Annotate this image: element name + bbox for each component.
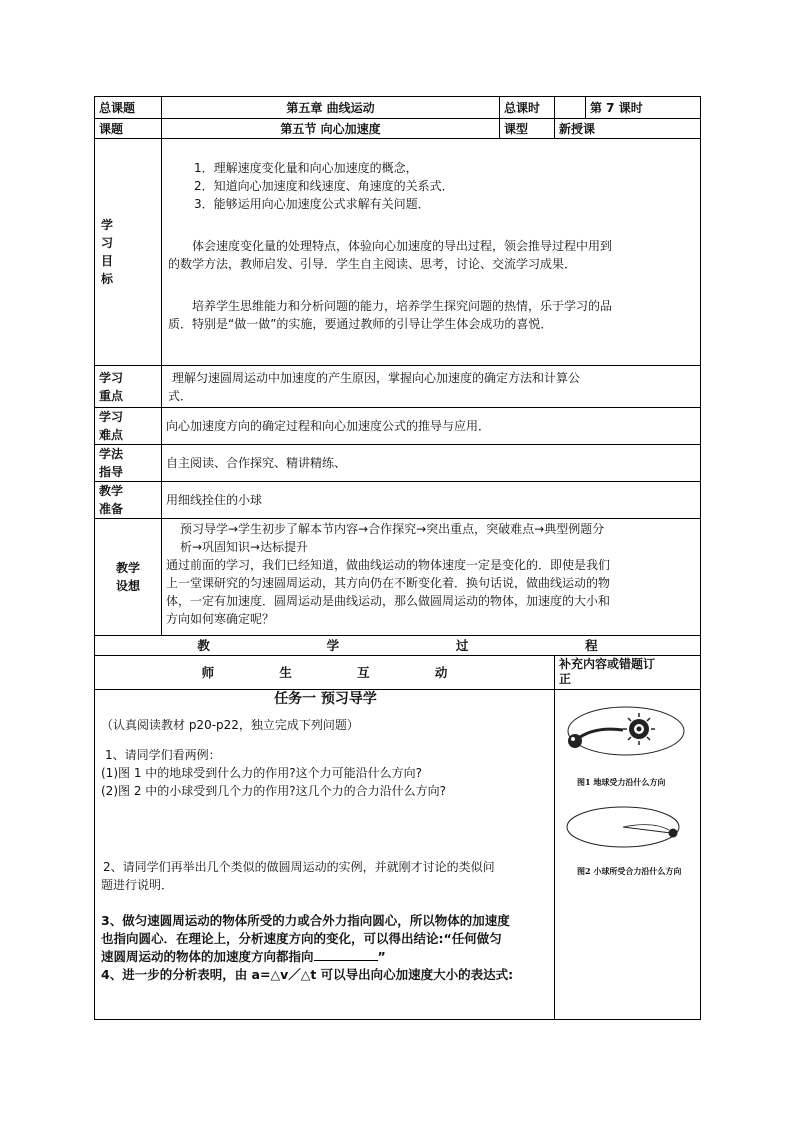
total-hours-label: 总课时	[500, 97, 555, 119]
topic-value: 第五节 向心加速度	[162, 119, 500, 139]
goals-label-char: 学	[101, 218, 114, 232]
type-label: 课型	[500, 119, 555, 139]
figure-1-earth-orbit	[563, 696, 688, 766]
interaction-header-char: 师	[201, 664, 215, 680]
key-points-content	[162, 366, 701, 408]
task-title: 任务一 预习导学	[274, 691, 377, 707]
prep-label	[95, 482, 162, 519]
difficulty-label	[95, 408, 162, 445]
header-row-total-topic	[95, 97, 701, 119]
question-3-line: 也指向圆心．在理论上，分析速度方向的变化，可以得出结论:“任何做匀	[101, 931, 502, 946]
total-hours-blank	[555, 97, 586, 119]
interaction-header	[95, 656, 555, 690]
goals-content	[162, 139, 701, 366]
process-header-row	[95, 636, 701, 656]
total-topic-label: 总课题	[95, 97, 162, 119]
goals-row	[95, 139, 701, 366]
goal-item: 1．理解速度变化量和向心加速度的概念，	[194, 161, 418, 175]
attitude-goal-line: 培养学生思维能力和分析问题的能力，培养学生探究问题的热情，乐于学习的品	[192, 299, 613, 313]
figure-2-ball-on-string	[563, 803, 688, 853]
goals-label	[95, 139, 162, 366]
difficulty-label-line: 学习	[99, 410, 124, 424]
header-row-topic	[95, 119, 701, 139]
prep-label-line: 教学	[99, 484, 124, 498]
supplement-header-line: 补充内容或错题订	[559, 657, 656, 671]
process-header	[95, 636, 701, 656]
design-intro-line: 方向如何寒确定呢？	[166, 612, 275, 626]
goals-label-char: 习	[101, 236, 114, 250]
process-header-char: 过	[455, 637, 469, 653]
design-label-line: 设想	[115, 579, 140, 593]
answer-blank[interactable]	[314, 948, 378, 961]
task-instruction: （认真阅读教材 p20-p22，独立完成下列问题）	[101, 718, 359, 732]
goals-label-char: 标	[101, 272, 114, 286]
key-points-label-line: 学习	[99, 370, 124, 385]
design-row	[95, 519, 701, 636]
question-4: 4、进一步的分析表明，由 a=△v／△t 可以导出向心加速度大小的表达式:	[101, 967, 514, 982]
supplement-header-line: 正	[559, 672, 572, 686]
method-content: 自主阅读、合作探究、精讲精练、	[162, 445, 701, 482]
method-row	[95, 445, 701, 482]
key-points-row	[95, 366, 701, 408]
interaction-header-char: 动	[434, 664, 448, 680]
goal-item: 3．能够运用向心加速度公式求解有关问题．	[194, 197, 430, 211]
key-points-line: 理解匀速圆周运动中加速度的产生原因，掌握向心加速度的确定方法和计算公	[172, 370, 581, 385]
prep-label-line: 准备	[99, 502, 124, 516]
design-intro-line: 通过前面的学习，我们已经知道，做曲线运动的物体速度一定是变化的．即使是我们	[166, 558, 611, 572]
supplement-header	[555, 656, 701, 690]
question-2-line: 2、请同学们再举出几个类似的做圆周运动的实例，并就刚才讨论的类似问	[103, 860, 495, 874]
design-label	[95, 519, 162, 636]
design-intro-line: 体，一定有加速度．圆周运动是曲线运动，那么做圆周运动的物体，加速度的大小和	[166, 594, 611, 608]
process-goal-line: 体会速度变化量的处理特点，体验向心加速度的导出过程，领会推导过程中用到	[192, 239, 613, 253]
question-2-line: 题进行说明．	[101, 878, 174, 892]
difficulty-row	[95, 408, 701, 445]
key-points-label	[95, 366, 162, 408]
lesson-plan-table	[94, 96, 701, 1020]
process-goal-line: 的数学方法，教师启发、引导．学生自主阅读、思考，讨论、交流学习成果．	[168, 257, 577, 271]
key-points-label-line: 重点	[99, 388, 124, 403]
question-3-line	[101, 948, 550, 966]
prep-content: 用细线拴住的小球	[162, 482, 701, 519]
prep-row	[95, 482, 701, 519]
design-intro-line: 上一堂课研究的匀速圆周运动，其方向仍在不断变化着．换句话说，做曲线运动的物	[166, 576, 611, 590]
process-header-char: 程	[585, 637, 598, 653]
method-label	[95, 445, 162, 482]
lesson-number: 第 7 课时	[586, 97, 701, 119]
method-label-line: 学法	[99, 447, 124, 461]
question-1: 1、请同学们看两例：	[105, 748, 221, 762]
task-content	[95, 690, 555, 1020]
type-value: 新授课	[555, 119, 701, 139]
ball-icon	[669, 829, 678, 838]
sun-icon	[623, 713, 655, 745]
question-1a: (1)图 1 中的地球受到什么力的作用?这个力可能沿什么方向?	[101, 766, 423, 780]
question-3-line: 3、做匀速圆周运动的物体所受的力或合外力指向圆心，所以物体的加速度	[101, 913, 510, 928]
goals-label-char: 目	[101, 254, 114, 268]
question-3-text: 速圆周运动的物体的加速度方向都指向	[101, 949, 314, 964]
question-3-close-quote: ”	[377, 949, 386, 964]
interaction-header-row	[95, 656, 701, 690]
difficulty-label-line: 难点	[99, 428, 124, 442]
interaction-header-char: 互	[357, 664, 370, 680]
total-topic-value: 第五章 曲线运动	[162, 97, 500, 119]
difficulty-content: 向心加速度方向的确定过程和向心加速度公式的推导与应用．	[162, 408, 701, 445]
figure-1-caption: 图1 地球受力沿什么方向	[577, 777, 666, 787]
figure-2-caption: 图2 小球所受合力沿什么方向	[577, 866, 682, 876]
design-flow-line: 预习导学→学生初步了解本节内容→合作探究→突出重点，突破难点→典型例题分	[180, 522, 605, 536]
earth-icon	[568, 729, 623, 748]
question-1b: (2)图 2 中的小球受到几个力的作用?这几个力的合力沿什么方向?	[101, 784, 447, 798]
interaction-header-char: 生	[279, 664, 292, 680]
design-content	[162, 519, 701, 636]
method-label-line: 指导	[99, 465, 124, 479]
figures-cell	[555, 690, 701, 1020]
topic-label: 课题	[95, 119, 162, 139]
attitude-goal-line: 质．特别是“做一做”的实施，要通过教师的引导让学生体会成功的喜悦．	[168, 317, 553, 331]
task-row	[95, 690, 701, 1020]
design-flow-line: 析→巩固知识→达标提升	[180, 540, 309, 554]
goal-item: 2．知道向心加速度和线速度、角速度的关系式．	[194, 179, 454, 193]
process-header-char: 教	[197, 637, 210, 653]
process-header-char: 学	[326, 637, 340, 653]
design-label-line: 教学	[115, 561, 140, 575]
key-points-line: 式．	[168, 388, 193, 403]
